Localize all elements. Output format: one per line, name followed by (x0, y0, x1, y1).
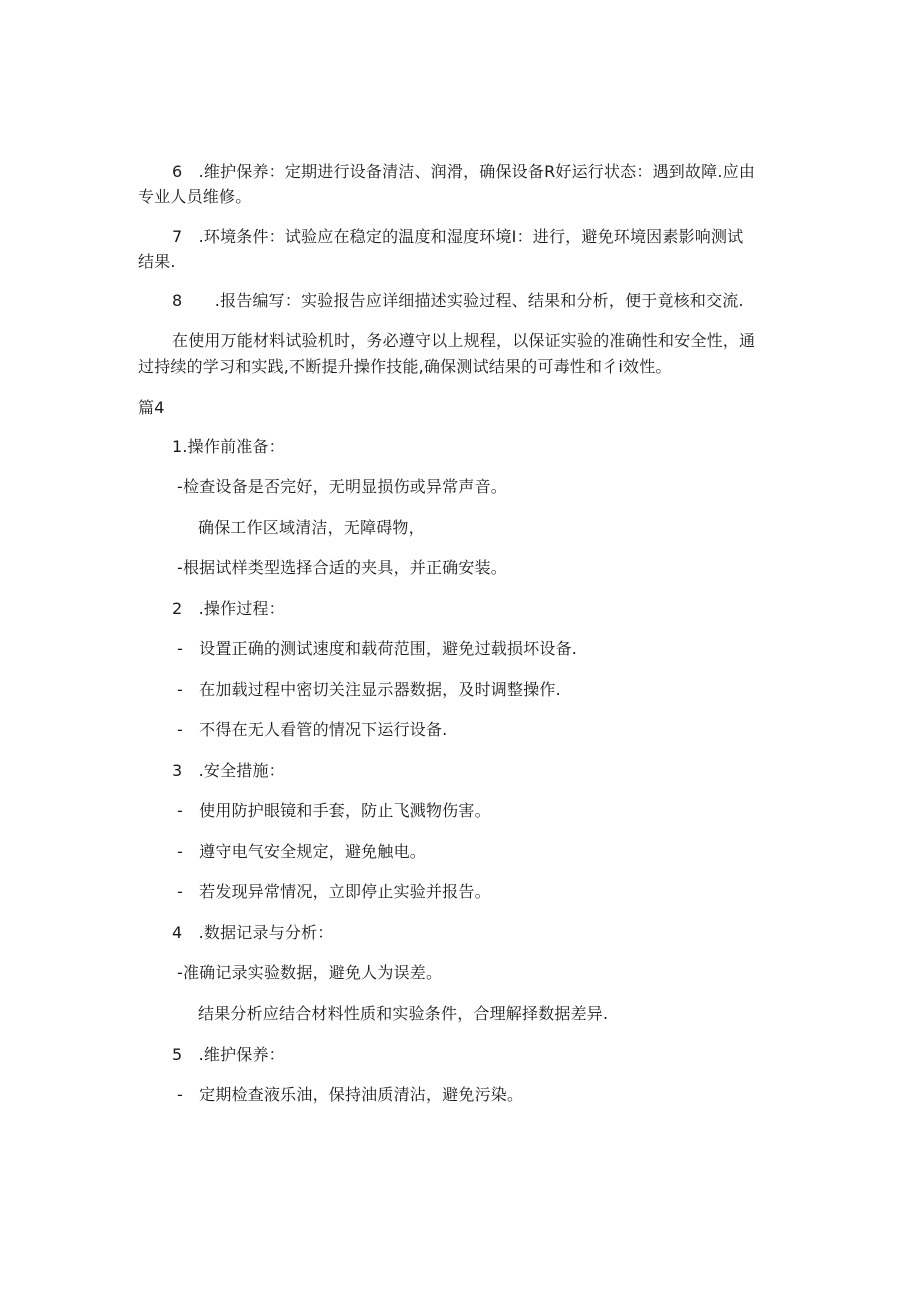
step-3-item-3: - 若发现异常情况，立即停止实验并报告。 (177, 882, 491, 901)
item-6-line-2: 专业人员维修。 (138, 187, 252, 206)
step-1-item-3: -根据试样类型选择合适的夹具，并正确安装。 (177, 558, 507, 577)
step-1-heading: 1.操作前准备： (172, 437, 285, 456)
step-2-item-3: - 不得在无人看管的情况下运行设备. (177, 720, 448, 739)
step-1-item-1: -检查设备是否完好，无明显损伤或异常声音。 (177, 477, 507, 496)
step-5-heading: 5 .维护保养： (172, 1045, 285, 1064)
step-3-heading: 3 .安全措施： (172, 761, 285, 780)
item-8-line: 8 .报告编写：实验报告应详细描述实验过程、结果和分析，便于竟核和交流. (172, 291, 744, 310)
summary-line-2: 过持续的学习和实践,不断提升操作技能,确保测试结果的可毒性和彳i效性。 (138, 357, 672, 376)
step-3-item-1: - 使用防护眼镜和手套，防止飞溅物伤害。 (177, 801, 491, 820)
step-4-heading: 4 .数据记录与分析： (172, 923, 334, 942)
step-2-item-1: - 设置正确的测试速度和载荷范围，避免过载损坏设备. (177, 639, 578, 658)
step-4-item-1: -准确记录实验数据，避免人为误差。 (177, 963, 443, 982)
step-3-item-2: - 遵守电气安全规定，避免触电。 (177, 842, 426, 861)
step-1-item-2: 确保工作区域清洁，无障碍物， (198, 518, 425, 537)
item-7-line-2: 结果. (138, 252, 176, 271)
section-heading: 篇4 (138, 398, 165, 417)
item-6-line-1: 6 .维护保养：定期进行设备清洁、润滑，确保设备R好运行状态：遇到故障.应由 (172, 162, 756, 181)
step-4-item-2: 结果分析应结合材料性质和实验条件，合理解择数据差异. (198, 1004, 609, 1023)
item-7-line-1: 7 .环境条件：试验应在稳定的温度和湿度环境I：进行，避免环境因素影响测试 (172, 227, 744, 246)
step-2-item-2: - 在加载过程中密切关注显示器数据，及时调整操作. (177, 680, 561, 699)
step-5-item-1: - 定期检查液乐油，保持油质清沾，避免污染。 (177, 1085, 524, 1104)
summary-line-1: 在使用万能材料试验机时，务必遵守以上规程，以保证实验的准确性和安全性，通 (172, 331, 756, 350)
step-2-heading: 2 .操作过程： (172, 599, 285, 618)
